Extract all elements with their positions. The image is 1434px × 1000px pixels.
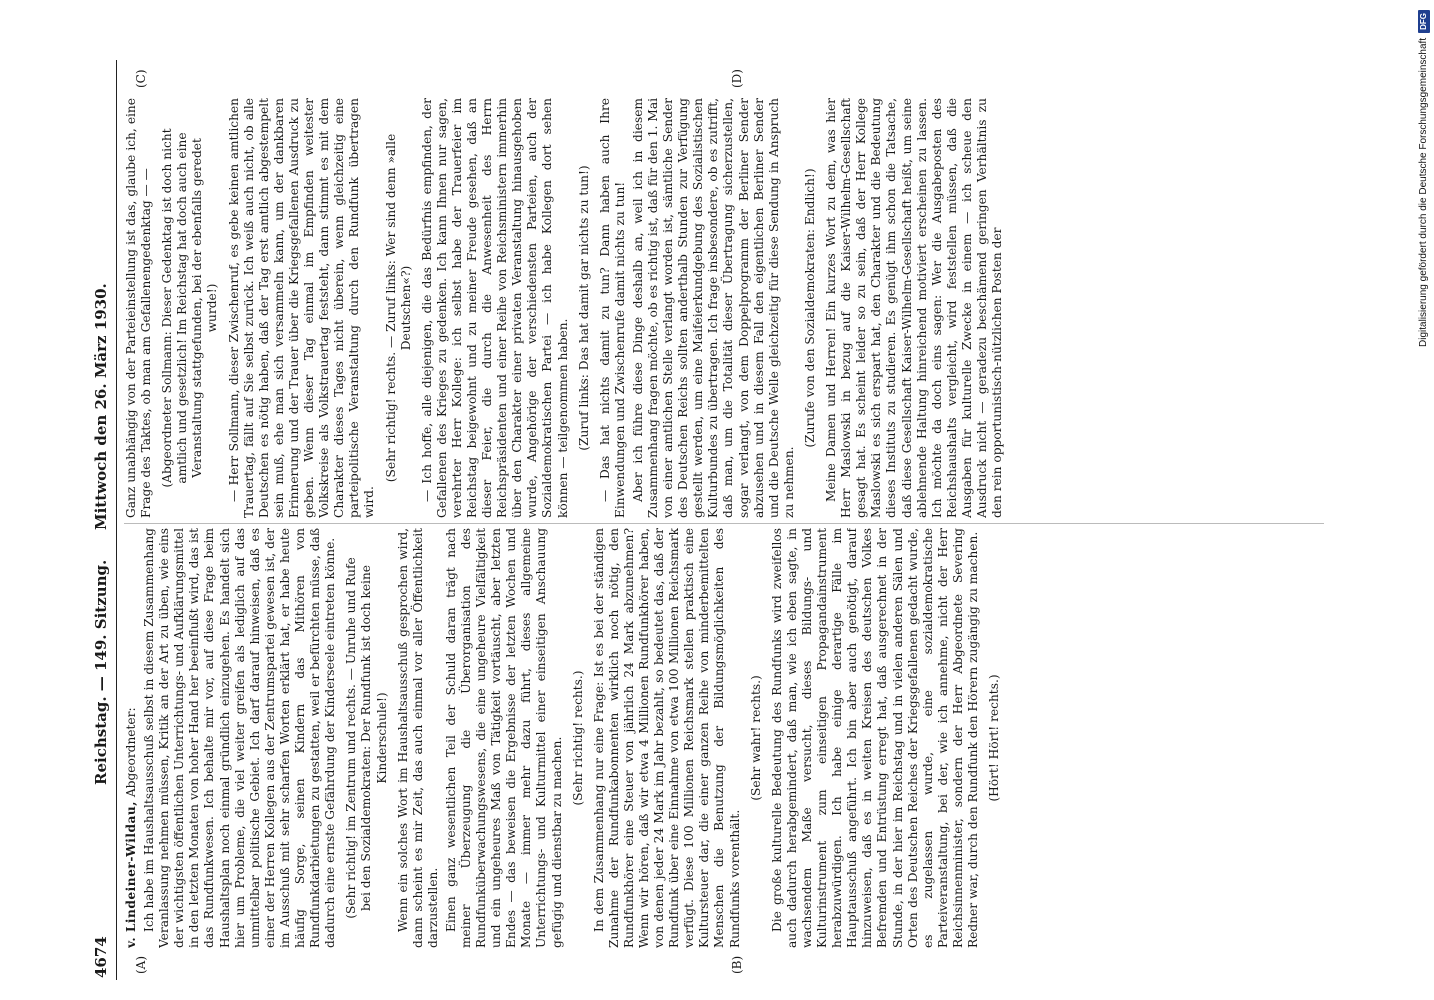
right-column	[124, 98, 1344, 518]
interjection: (Sehr richtig! rechts.)	[570, 670, 585, 806]
margin-marker-a: (A)	[134, 955, 148, 974]
paragraph: — Ich hoffe, alle diejenigen, die das Bedürfnis empfinden, der Gefallenen des Krieges zu gedenken. Ich kann Ihnen nur sagen, verehrter Herr Kollege: ich selbst habe der Trauerfeier im Reichstag beigewohnt und zu meiner Freude gesehen, daß an dieser Feier, die durch die Anwesenheit des Herrn Reichspräsidenten und einer Reihe von Reichsministern immerhin über den Charakter einer privaten Veranstaltung hinausgehoben wurde, Angehörige der verschiedensten Parteien, auch der Sozialdemokratischen Partei — ich habe Kollegen dort sehen können — teilgenommen haben.	[419, 98, 570, 518]
page-header	[90, 60, 117, 980]
column-divider	[124, 523, 1324, 524]
paragraph: — Das hat nichts damit zu tun? Dann haben auch Ihre Einwendungen und Zwischenrufe damit nichts zu tun!	[597, 98, 627, 518]
interjection: (Zuruf links: Das hat damit gar nichts zu tun!)	[576, 165, 591, 451]
speaker-role: Abgeordneter:	[124, 707, 138, 798]
paragraph: Ganz unabhängig von der Parteieinstellung ist das, glaube ich, eine Frage des Taktes, ob man am Gefallenengedenktag — —	[124, 98, 154, 518]
margin-marker-d: (D)	[730, 69, 744, 88]
paragraph: Einen ganz wesentlichen Teil der Schuld daran trägt nach meiner Überzeugung die Überorganisation des Rundfunküberwachungswesens, die eine ungeheure Vielfältigkeit und ein ungeheures Maß von Tätigkeit vortäuscht, aber letzten Endes — das beweisen die Ergebnisse der letzten Wochen und Monate — immer mehr dazu führt, dieses allgemeine Unterrichtungs- und Kulturmittel einer einseitigen Anschauung gefügig und dienstbar zu machen.	[443, 528, 564, 948]
digitization-credit	[1417, 10, 1431, 990]
interjection: (Sehr richtig! rechts. — Zuruf links: Wer sind denn »alle Deutschen«?)	[383, 133, 413, 483]
margin-marker-c: (C)	[134, 69, 148, 88]
speaker-line	[124, 528, 139, 948]
page-number: 4674	[92, 936, 110, 978]
speaker-name: v. Lindeiner-Wildau,	[124, 801, 138, 948]
interjection: (Sehr richtig! im Zentrum und rechts. — Unruhe und Rufe bei den Sozialdemokraten: Der Rundfunk ist doch keine Kinderschule!)	[344, 557, 389, 919]
paragraph: — Herr Sollmann, dieser Zwischenruf, es gebe keinen amtlichen Trauertag, fällt auf Sie selbst zurück. Ich weiß auch nicht, ob alle Deutschen es nötig haben, daß der Tag erst amtlich abgestempelt sein muß, ehe man sich versammeln kann, um der dankbaren Erinnerung und der Trauer über die Kriegsgefallenen Ausdruck zu geben. Wenn dieser Tag einmal im Empfinden weitester Volkskreise als Volkstrauertag feststeht, dann stimmt es mit dem Charakter dieses Tages nicht überein, wenn gleichzeitig eine parteipolitische Veranstaltung durch den Rundfunk übertragen wird.	[226, 98, 377, 518]
paragraph: Wenn ein solches Wort im Haushaltsausschuß gesprochen wird, dann scheint es mir Zeit, das auch einmal vor aller Öffentlichkeit darzustellen.	[395, 528, 440, 948]
session-date: Mittwoch den 26. März 1930.	[92, 283, 110, 530]
paragraph: Die große kulturelle Bedeutung des Rundfunks wird zweifellos auch dadurch herabgemindert, daß man, wie ich eben sagte, in wachsendem Maße versucht, dieses Bildungs- und Kulturinstrument zum einseitigen Propagandainstrument herabzuwürdigen. Ich habe einige derartige Fälle im Hauptausschuß angeführt. Ich bin aber auch genötigt, darauf hinzuweisen, daß es in weiten Kreisen des deutschen Volkes Befremden und Entrüstung erregt hat, daß ausgerechnet in der Stunde, in der hier im Reichstag und in vielen anderen Sälen und Orten des Deutschen Reiches der Kriegsgefallenen gedacht wurde, es zugelassen wurde, eine sozialdemokratische Parteiveranstaltung, bei der, wie ich annehme, nicht der Herr Reichsinnenminister, sondern der Herr Abgeordnete Severing Redner war, durch den Rundfunk den Hörern zugängig zu machen.	[769, 528, 980, 948]
interjection: (Zurufe von den Sozialdemokraten: Endlich!)	[802, 168, 817, 448]
paragraph: Meine Damen und Herren! Ein kurzes Wort zu dem, was hier Herr Maslowski in bezug auf die Kaiser-Wilhelm-Gesellschaft gesagt hat. Es scheint leider so zu sein, daß der Herr Kollege Maslowski es sich erspart hat, den Charakter und die Bedeutung dieses Instituts zu studieren. Es genügt ihm schon die Tatsache, daß diese Gesellschaft Kaiser-Wilhelm-Gesellschaft heißt, um seine ablehnende Haltung hinreichend motiviert erscheinen zu lassen. Ich möchte da doch eins sagen: Wer die Ausgabeposten des Reichshaushalts vergleicht, wird feststellen müssen, daß die Ausgaben für kulturelle Zwecke in einem — ich scheue den Ausdruck nicht — geradezu beschämend geringen Verhältnis zu den rein opportunistisch-nützlichen Posten der	[824, 98, 1005, 518]
paragraph: Ich habe im Haushaltsausschuß selbst in diesem Zusammenhang Veranlassung nehmen müssen, Kritik an der Art zu üben, wie eins der wichtigsten öffentlichen Unterrichtungs- und Aufklärungsmittel in den letzten Monaten von hoher Hand her beeinflußt wird, das ist das Rundfunkwesen. Ich behalte mir vor, auf diese Frage beim Haushaltsplan noch einmal gründlich einzugehen. Es handelt sich hier um Probleme, die viel weiter greifen als lediglich auf das unmittelbar politische Gebiet. Ich darf darauf hinweisen, daß es einer der Herren Kollegen aus der Zentrumspartei gewesen ist, der im Ausschuß mit sehr scharfen Worten erklärt hat, er habe heute häufig Sorge, seinen Kindern das Mithören von Rundfunkdarbietungen zu gestatten, weil er befürchten müsse, daß dadurch eine ernste Gefährdung der Kinderseele eintreten könne.	[142, 528, 338, 948]
left-column	[124, 528, 1344, 948]
document-page	[90, 60, 1390, 980]
paragraph: Aber ich führe diese Dinge deshalb an, weil ich in diesem Zusammenhang fragen möchte, ob es richtig ist, daß für den 1. Mai von einer amtlichen Stelle verlangt worden ist, sämtliche Sender des Deutschen Reichs sollten anderthalb Stunden zur Verfügung gestellt werden, um eine Maifeierkundgebung des Sozialistischen Kulturbundes zu übertragen. Ich frage insbesondere, ob es zutrifft, daß man, um die Totalität dieser Übertragung sicherzustellen, sogar verlangt, von dem Doppelprogramm der Berliner Sender abzusehen und in diesem Fall den eigentlichen Berliner Sender und die Deutsche Welle gleichzeitig für diese Sendung in Anspruch zu nehmen.	[630, 98, 796, 518]
paragraph: In dem Zusammenhang nur eine Frage: Ist es bei der ständigen Zunahme der Rundfunkabonnenten wirklich noch nötig, den Rundfunkhörer eine Steuer von jährlich 24 Mark abzunehmen? Wenn wir hören, daß wir etwa 4 Millionen Rundfunkhörer haben, von denen jeder 24 Mark im Jahr bezahlt, so bedeutet das, daß der Rundfunk über eine Einnahme von etwa 100 Millionen Reichsmark verfügt. Diese 100 Millionen Reichsmark stellen praktisch eine Kultursteuer dar, die einer ganzen Reihe von minderbemittelten Menschen die Benutzung der Bildungsmöglichkeiten des Rundfunks vorenthält.	[591, 528, 742, 948]
credit-line	[1417, 10, 1431, 990]
margin-marker-b: (B)	[730, 955, 744, 974]
credit-text: Digitalisierung gefördert durch die Deutsche Forschungsgemeinschaft	[1418, 37, 1429, 347]
session-title: Reichstag. — 149. Sitzung.	[92, 559, 110, 785]
interjection: (Sehr wahr! rechts.)	[748, 675, 763, 801]
dfg-logo: DFG	[1418, 10, 1430, 33]
interjection: (Abgeordneter Sollmann: Dieser Gedenktag ist doch nicht amtlich und gesetzlich! Im Reichstag hat doch auch eine Veranstaltung stattgefunden, bei der ebenfalls geredet wurde!)	[160, 128, 220, 488]
interjection: (Hört! Hört! rechts.)	[987, 674, 1002, 802]
